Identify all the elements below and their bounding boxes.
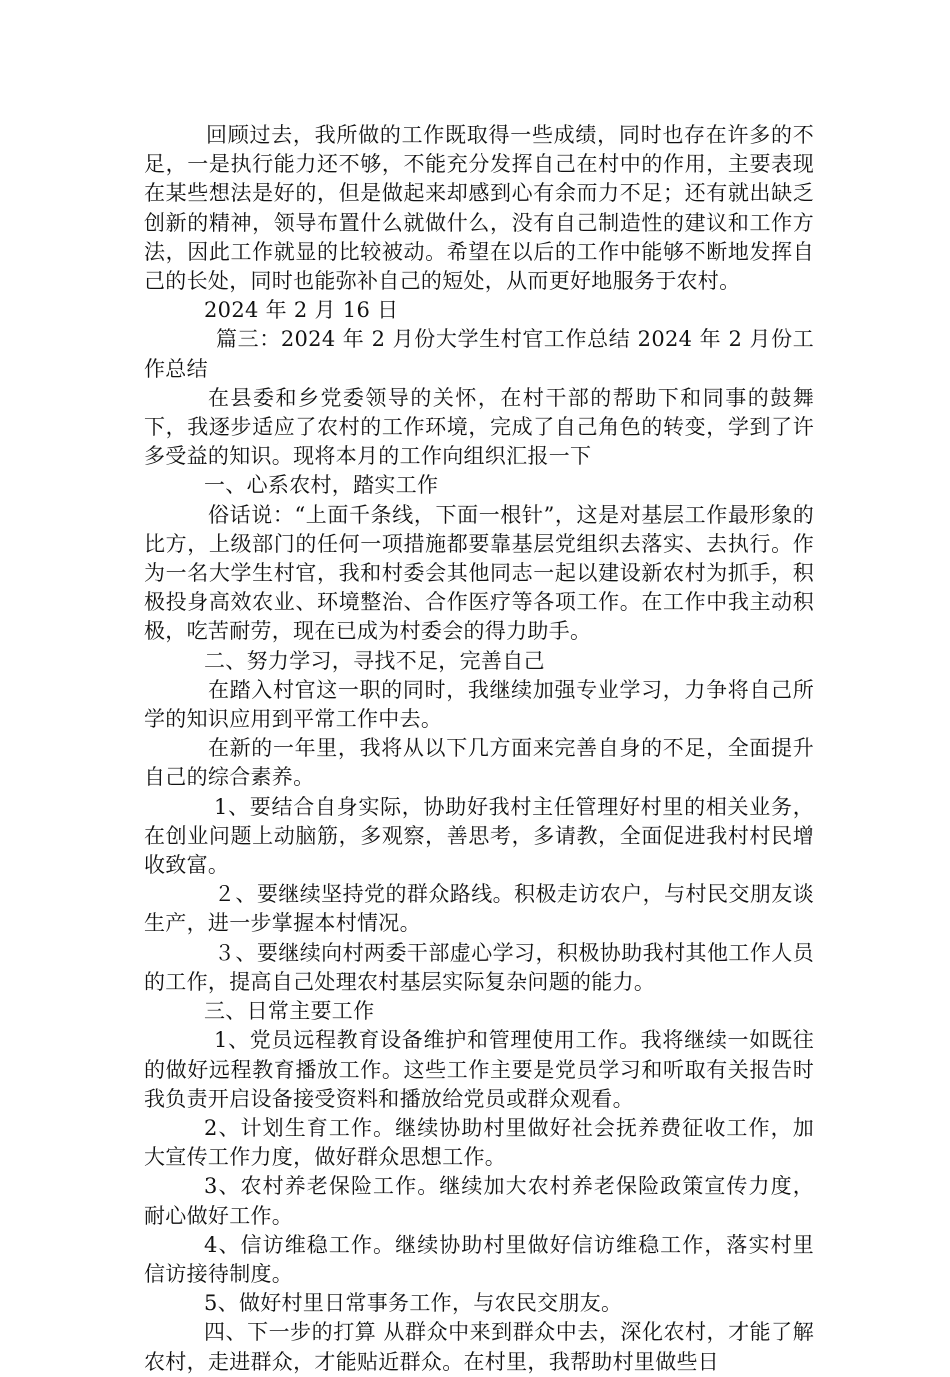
heading-3: 三、日常主要工作 bbox=[204, 999, 375, 1024]
paragraph-section-2a: 在踏入村官这一职的同时，我继续加强专业学习，力争将自己所学的知识应用到平常工作中去。 bbox=[144, 677, 814, 732]
heading-2: 二、努力学习，寻找不足，完善自己 bbox=[204, 648, 545, 673]
heading-4: 四、下一步的打算 从群众中来到群众中去，深化农村，才能了解农村，走进群众，才能贴近群众。在村里，我帮助村里做些日 bbox=[144, 1320, 814, 1374]
work-item-3: 3、农村养老保险工作。继续加大农村养老保险政策宣传力度，耐心做好工作。 bbox=[144, 1174, 814, 1228]
heading-1: 一、心系农村，踏实工作 bbox=[204, 473, 439, 498]
work-item-2: 2、计划生育工作。继续协助村里做好社会抚养费征收工作，加大宣传工作力度，做好群众思想工作。 bbox=[144, 1115, 814, 1170]
work-item-5: 5、做好村里日常事务工作，与农民交朋友。 bbox=[204, 1291, 623, 1316]
list-item-3: ３、要继续向村两委干部虚心学习，积极协助我村其他工作人员的工作，提高自己处理农村基层实际复杂问题的能力。 bbox=[144, 940, 814, 994]
document-body bbox=[144, 121, 814, 1377]
list-item-1: 1、要结合自身实际，协助好我村主任管理好村里的相关业务，在创业问题上动脑筋，多观察，善思考，多请教，全面促进我村村民增收致富。 bbox=[144, 794, 814, 878]
work-item-1: 1、党员远程教育设备维护和管理使用工作。我将继续一如既往的做好远程教育播放工作。这些工作主要是党员学习和听取有关报告时我负责开启设备接受资料和播放给党员或群众观看。 bbox=[144, 1028, 814, 1111]
paragraph-review: 回顾过去，我所做的工作既取得一些成绩，同时也存在许多的不足，一是执行能力还不够，不能充分发挥自己在村中的作用，主要表现在某些想法是好的，但是做起来却感到心有余而力不足；还有就出缺乏创新的精神，领导布置什么就做什么，没有自己制造性的建议和工作方法，因此工作就显的比较被动。希望在以后的工作中能够不断地发挥自己的长处，同时也能弥补自己的短处，从而更好地服务于农村。 bbox=[144, 123, 814, 294]
date-line: 2024 年 2 月 16 日 bbox=[204, 298, 399, 323]
paragraph-section-2b: 在新的一年里，我将从以下几方面来完善自身的不足，全面提升自己的综合素养。 bbox=[144, 736, 814, 790]
paragraph-intro: 在县委和乡党委领导的关怀，在村干部的帮助下和同事的鼓舞下，我逐步适应了农村的工作环境，完成了自己角色的转变，学到了许多受益的知识。现将本月的工作向组织汇报一下 bbox=[144, 385, 814, 469]
work-item-4: 4、信访维稳工作。继续协助村里做好信访维稳工作，落实村里信访接待制度。 bbox=[144, 1232, 814, 1286]
paragraph-section-1: 俗话说：“上面千条线，下面一根针”，这是对基层工作最形象的比方，上级部门的任何一项措施都要靠基层党组织去落实、去执行。作为一名大学生村官，我和村委会其他同志一起以建设新农村为抓手，积极投身高效农业、环境整治、合作医疗等各项工作。在工作中我主动积极，吃苦耐劳，现在已成为村委会的得力助手。 bbox=[144, 502, 814, 644]
list-item-2: ２、要继续坚持党的群众路线。积极走访农户，与村民交朋友谈生产，进一步掌握本村情况。 bbox=[144, 882, 814, 936]
section-title: 篇三：2024 年 2 月份大学生村官工作总结 2024 年 2 月份工作总结 bbox=[144, 327, 814, 381]
